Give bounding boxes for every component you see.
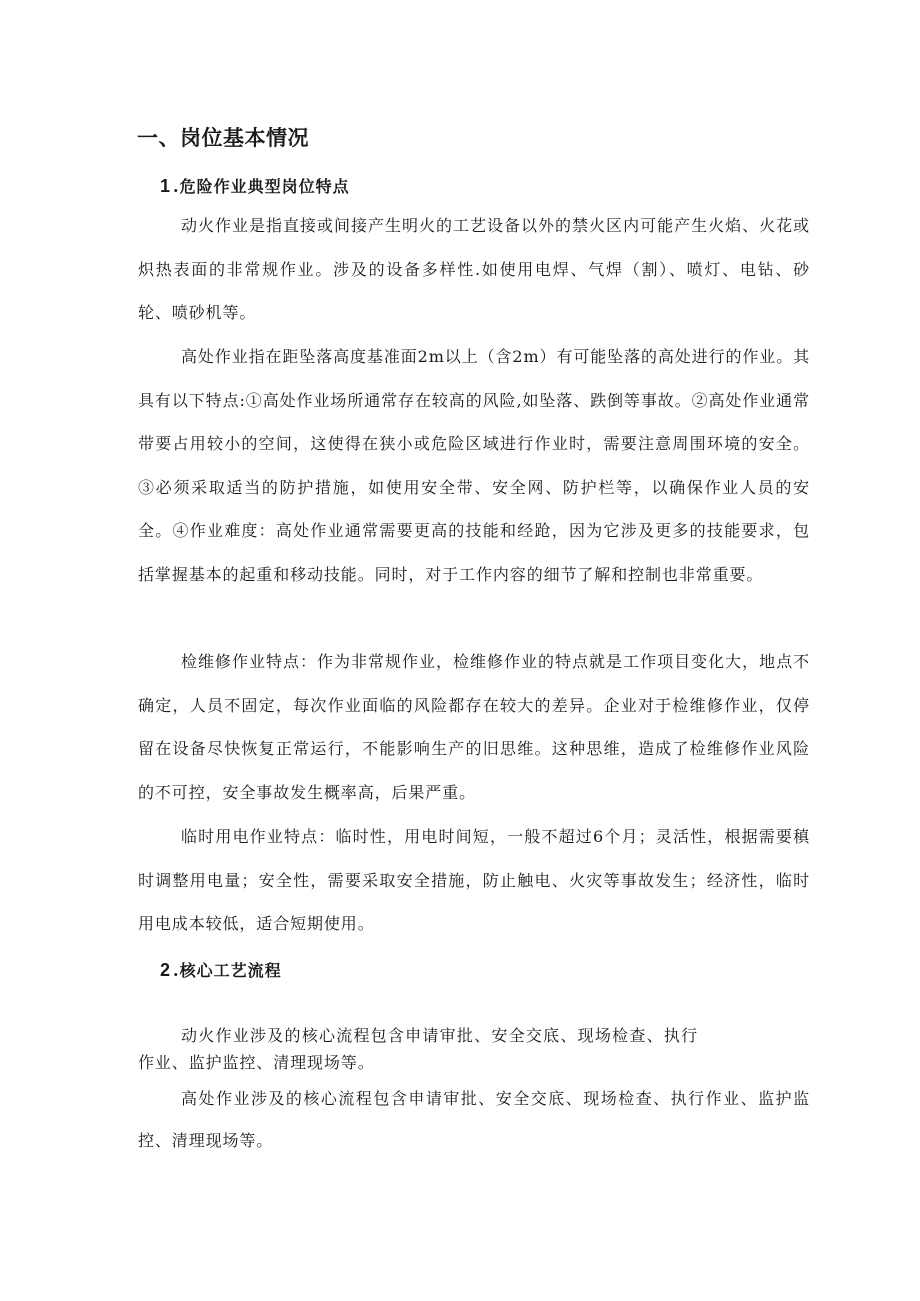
subsection-heading-1 bbox=[160, 174, 350, 197]
subsection-number: 2 bbox=[160, 960, 172, 980]
paragraph-maintenance-work: 检维修作业特点：作为非常规作业，检维修作业的特点就是工作项目变化大，地点不确定，人员不固定，每次作业面临的风险都存在较大的差异。企业对于检维修作业，仅停留在设备尽快恢复正常运行，不能影响生产的旧思维。这种思维，造成了检维修作业风险的不可控，安全事故发生概率高，后果严重。 bbox=[138, 652, 810, 802]
paragraph-work-at-height: 高处作业指在距坠落高度基准面2m以上（含2m）有可能坠落的高处进行的作业。其具有以下特点:①高处作业场所通常存在较高的风险,如坠落、跌倒等事故。②高处作业通常带要占用较小的空间，这使得在狭小或危险区域进行作业时，需要注意周围环境的安全。③必须采取适当的防护措施，如使用安全带、安全网、防护栏等，以确保作业人员的安全。④作业难度：高处作业通常需要更高的技能和经跄，因为它涉及更多的技能要求，包括掌握基本的起重和移动技能。同时，对于工作内容的细节了解和控制也非常重要。 bbox=[138, 347, 810, 584]
section-title: 一、岗位基本情况 bbox=[137, 126, 309, 150]
paragraph-temporary-power: 临时用电作业特点：临时性，用电时间短，一般不超过6个月；灵活性，根据需要稹时调整用电量；安全性，需要采取安全措施，防止触电、火灾等事故发生；经济性，临时用电成本较低，适合短期使用。 bbox=[138, 827, 810, 934]
subsection-heading-2 bbox=[160, 958, 282, 981]
subsection-title: .危险作业典型岗位特点 bbox=[173, 177, 350, 196]
subsection-title: .核心工艺流程 bbox=[173, 961, 282, 980]
paragraph-height-work-process: 高处作业涉及的核心流程包含申请审批、安全交底、现场检查、执行作业、监护监控、清理现场等。 bbox=[138, 1089, 810, 1150]
paragraph-hot-work: 动火作业是指直接或间接产生明火的工艺设备以外的禁火区内可能产生火焰、火花或炽热表面的非常规作业。涉及的设备多样性.如使用电焊、气焊（割）、喷灯、电钻、砂轮、喷砂机等。 bbox=[138, 216, 810, 323]
paragraph-hot-work-process: 动火作业涉及的核心流程包含申请审批、安全交底、现场检查、执行作业、监护监控、清理现场等。 bbox=[138, 1026, 698, 1072]
subsection-number: 1 bbox=[160, 176, 172, 196]
